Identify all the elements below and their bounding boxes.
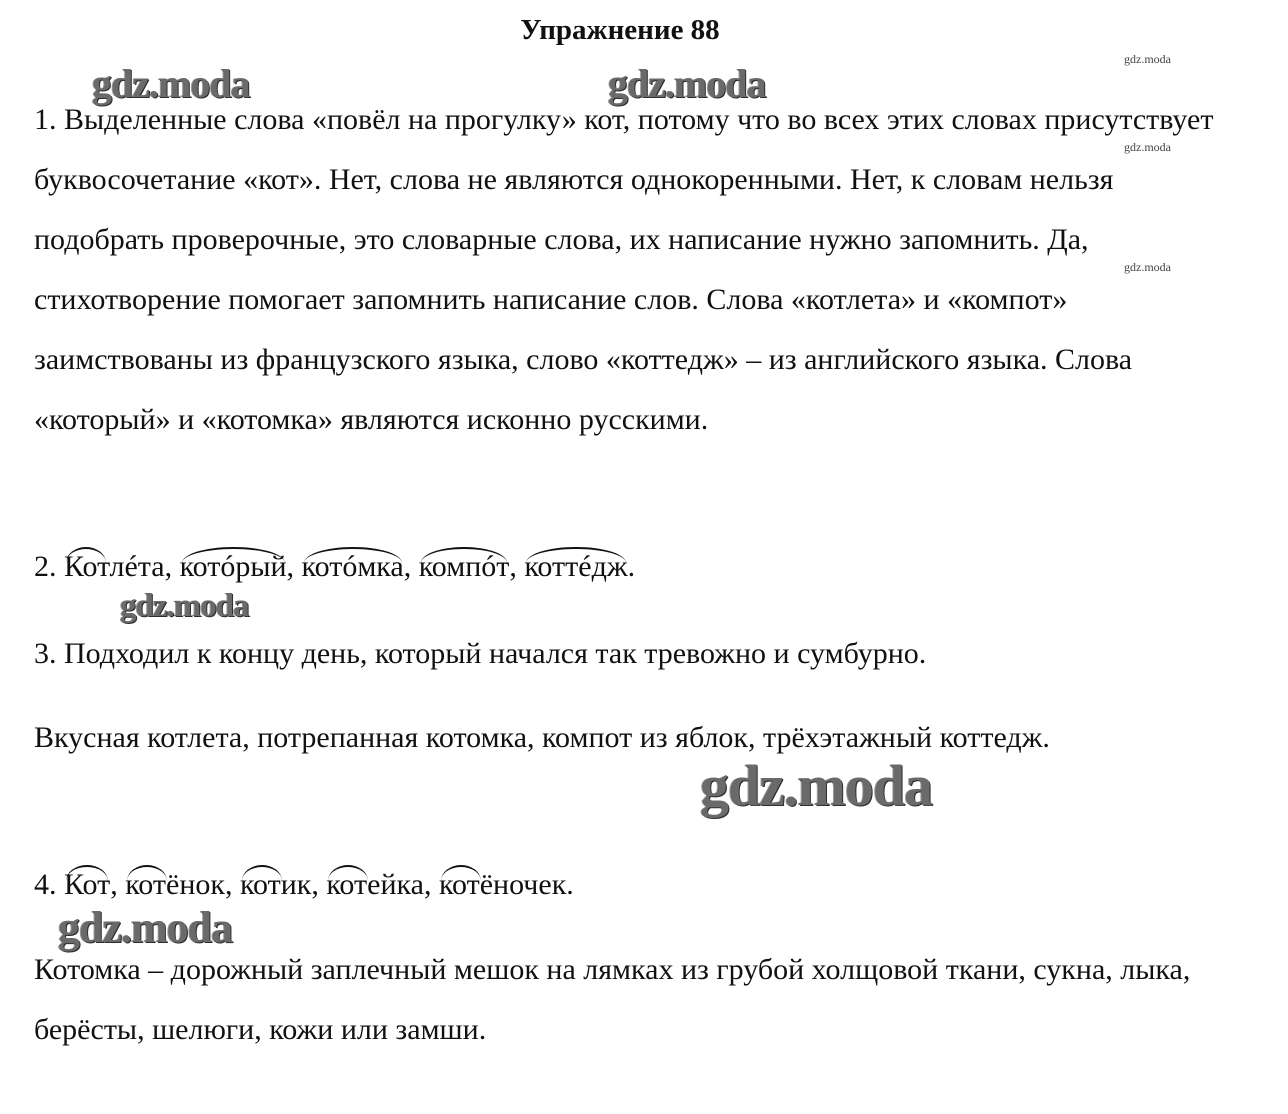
- item-number: 4.: [34, 868, 57, 901]
- root-word: котик: [240, 855, 311, 915]
- answer-paragraph-3: 3. Подходил к концу день, который начался так тревожно и сумбурно.: [34, 637, 927, 670]
- morphemic-word: котóмка: [302, 537, 404, 597]
- watermark-small: gdz.moda: [1124, 52, 1171, 66]
- item-number: 2.: [34, 550, 57, 583]
- watermark-logo: gdz.moda: [700, 753, 933, 818]
- root-word: котейка: [326, 855, 424, 915]
- page-title: Упражнение 88: [520, 14, 720, 46]
- watermark-small: gdz.moda: [1124, 260, 1171, 274]
- morphemic-word: коттéдж: [524, 537, 627, 597]
- answer-paragraph-1: 1. Выделенные слова «повёл на прогулку» кот, потому что во всех этих словах присутствует буквосочетание «кот». Нет, слова не являются однокоренными. Нет, к словам нельзя подобрать проверочные, это словарные слова, их написание нужно запомнить. Да, стихотворение помогает запомнить написание слов. Слова «котлета» и «компот» заимствованы из французского языка, слово «коттедж» – из английского языка. Слова «который» и «котомка» являются исконно русскими.: [34, 103, 1214, 436]
- root-word: котёнок: [125, 855, 225, 915]
- answer-paragraph-4-definition: Котомка – дорожный заплечный мешок на лямках из грубой холщовой ткани, сукна, лыка, берёсты, шелюги, кожи или замши.: [34, 953, 1191, 1046]
- watermark-logo: gdz.moda: [58, 903, 233, 952]
- answer-paragraph-4: 4. Кот, котёнок, котик, котейка, котёночек.: [34, 855, 1239, 915]
- watermark-small: gdz.moda: [1124, 140, 1171, 154]
- watermark-logo: gdz.moda: [92, 61, 250, 106]
- watermark-logo: gdz.moda: [120, 588, 249, 624]
- answer-paragraph-3-phrases: Вкусная котлета, потрепанная котомка, компот из яблок, трёхэтажный коттедж.: [34, 721, 1050, 754]
- morphemic-word: котóрый: [180, 537, 287, 597]
- root-word: Кот: [64, 855, 110, 915]
- morphemic-word: компóт: [419, 537, 510, 597]
- watermark-logo: gdz.moda: [608, 61, 766, 106]
- morphemic-word: Котлéта: [64, 537, 165, 597]
- answer-paragraph-2: 2. Котлéта, котóрый, котóмка, компóт, коттéдж.: [34, 537, 1239, 597]
- root-word: котёночек: [439, 855, 566, 915]
